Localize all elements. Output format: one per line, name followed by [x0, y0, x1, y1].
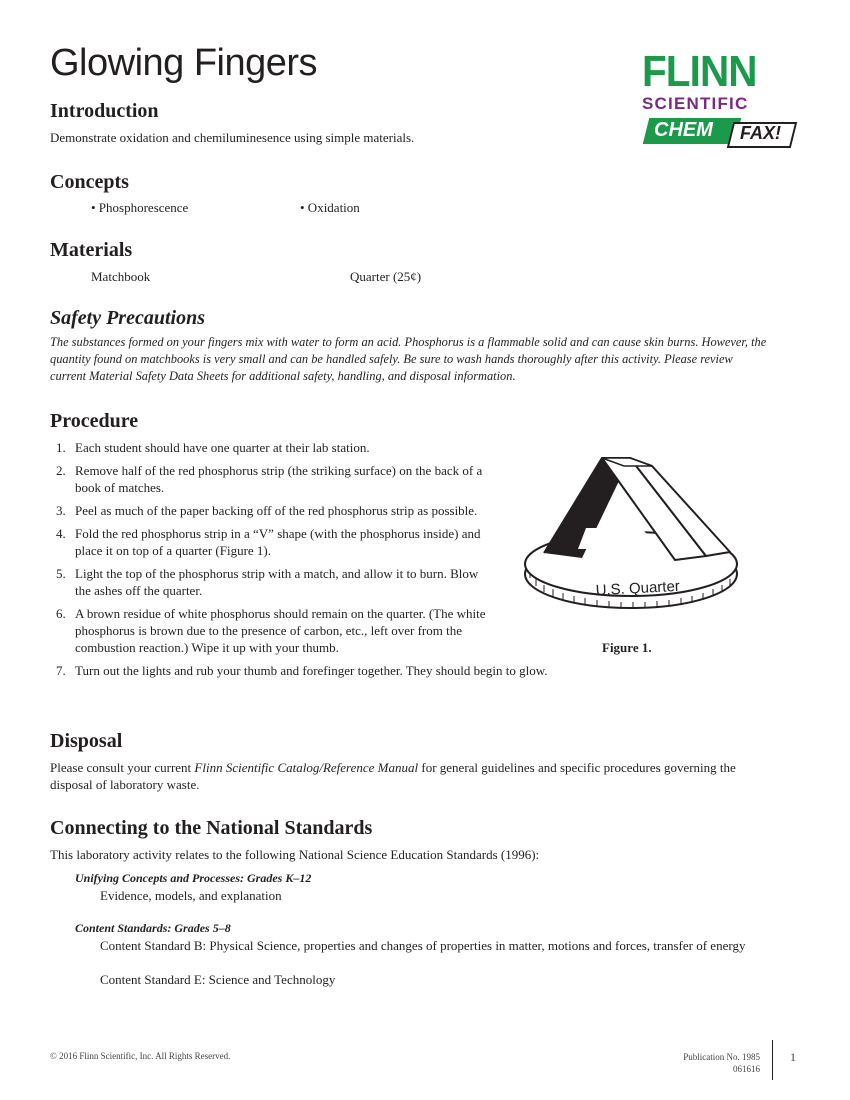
disposal-catalog-title: Flinn Scientific Catalog/Reference Manual — [194, 760, 419, 775]
introduction-heading: Introduction — [50, 100, 159, 122]
procedure-step — [50, 525, 490, 559]
standards-heading: Connecting to the National Standards — [50, 817, 373, 839]
standards-group-title: Unifying Concepts and Processes: Grades K–12 — [75, 871, 312, 885]
procedure-step — [50, 502, 490, 519]
standards-item: Evidence, models, and explanation — [100, 888, 282, 903]
standards-item: Content Standard B: Physical Science, properties and changes of properties in matter, motions and forces, transfer of energy — [100, 938, 746, 953]
standards-group-title: Content Standards: Grades 5–8 — [75, 921, 231, 935]
step-text: Peel as much of the paper backing off of the red phosphorus strip as possible. — [75, 503, 478, 518]
footer-copyright: © 2016 Flinn Scientific, Inc. All Rights Reserved. — [50, 1051, 231, 1061]
disposal-heading: Disposal — [50, 730, 123, 752]
procedure-heading: Procedure — [50, 410, 139, 432]
procedure-step — [50, 439, 490, 456]
logo-chem-text: CHEM — [654, 119, 713, 141]
material-item: Matchbook — [91, 269, 151, 284]
quarter-with-folded-strip-figure — [518, 452, 744, 612]
disposal-text-pre: Please consult your current — [50, 760, 195, 775]
step-number: 6. — [56, 606, 66, 621]
step-number: 4. — [56, 526, 66, 541]
step-text: Each student should have one quarter at their lab station. — [75, 440, 370, 455]
introduction-text: Demonstrate oxidation and chemiluminesence using simple materials. — [50, 130, 415, 145]
step-number: 1. — [56, 440, 66, 455]
concept-item: • Oxidation — [300, 200, 360, 215]
materials-heading: Materials — [50, 239, 133, 261]
document-title: Glowing Fingers — [50, 42, 318, 84]
step-number: 5. — [56, 566, 66, 581]
logo-fax-text: FAX! — [740, 123, 782, 143]
concept-item: • Phosphorescence — [91, 200, 189, 215]
disposal-text-post: for general guidelines and specific procedures governing the disposal of laboratory waste. — [50, 760, 736, 792]
step-text: Remove half of the red phosphorus strip (the striking surface) on the back of a book of matches. — [75, 463, 483, 495]
concepts-heading: Concepts — [50, 171, 129, 193]
procedure-step — [50, 605, 490, 656]
step-text: A brown residue of white phosphorus should remain on the quarter. (The white phosphorus is brown due to the presence of carbon, etc., left over from the combustion reaction.) Wipe it up with your thumb. — [75, 606, 486, 655]
logo-scientific-text: SCIENTIFIC — [642, 94, 749, 113]
coin-label: U.S. Quarter — [595, 577, 681, 600]
safety-heading: Safety Precautions — [50, 307, 205, 329]
footer-divider — [772, 1040, 773, 1080]
standards-intro: This laboratory activity relates to the following National Science Education Standards (1996): — [50, 847, 540, 862]
procedure-steps — [50, 439, 548, 685]
standards-item: Content Standard E: Science and Technology — [100, 972, 336, 987]
step-text: Light the top of the phosphorus strip with a match, and allow it to burn. Blow the ashes off the quarter. — [75, 566, 479, 598]
step-number: 7. — [56, 663, 66, 678]
step-text: Fold the red phosphorus strip in a “V” shape (with the phosphorus inside) and place it on top of a quarter (Figure 1). — [75, 526, 481, 558]
step-number: 2. — [56, 463, 66, 478]
material-item: Quarter (25¢) — [350, 269, 422, 284]
publication-code: 061616 — [733, 1064, 760, 1074]
step-text: Turn out the lights and rub your thumb and forefinger together. They should begin to glow. — [75, 663, 548, 678]
strip-opening — [578, 528, 658, 549]
procedure-step — [50, 462, 490, 496]
procedure-step — [50, 565, 490, 599]
publication-number: Publication No. 1985 — [683, 1052, 760, 1062]
disposal-text — [50, 759, 770, 793]
step-number: 3. — [56, 503, 66, 518]
figure-caption: Figure 1. — [602, 640, 652, 655]
safety-text: The substances formed on your fingers mix with water to form an acid. Phosphorus is a flammable solid and can cause skin burns. However, the quantity found on matchbooks is very small and can be handled safely. Be sure to wash hands thoroughly after this activity. Please review current Material Safety Data Sheets for additional safety, handling, and disposal information. — [50, 335, 767, 383]
flinn-scientific-logo — [640, 47, 800, 152]
footer-publication — [640, 1051, 760, 1075]
logo-flinn-text: FLINN — [642, 47, 757, 96]
page-number: 1 — [790, 1050, 796, 1064]
procedure-step — [50, 662, 695, 679]
